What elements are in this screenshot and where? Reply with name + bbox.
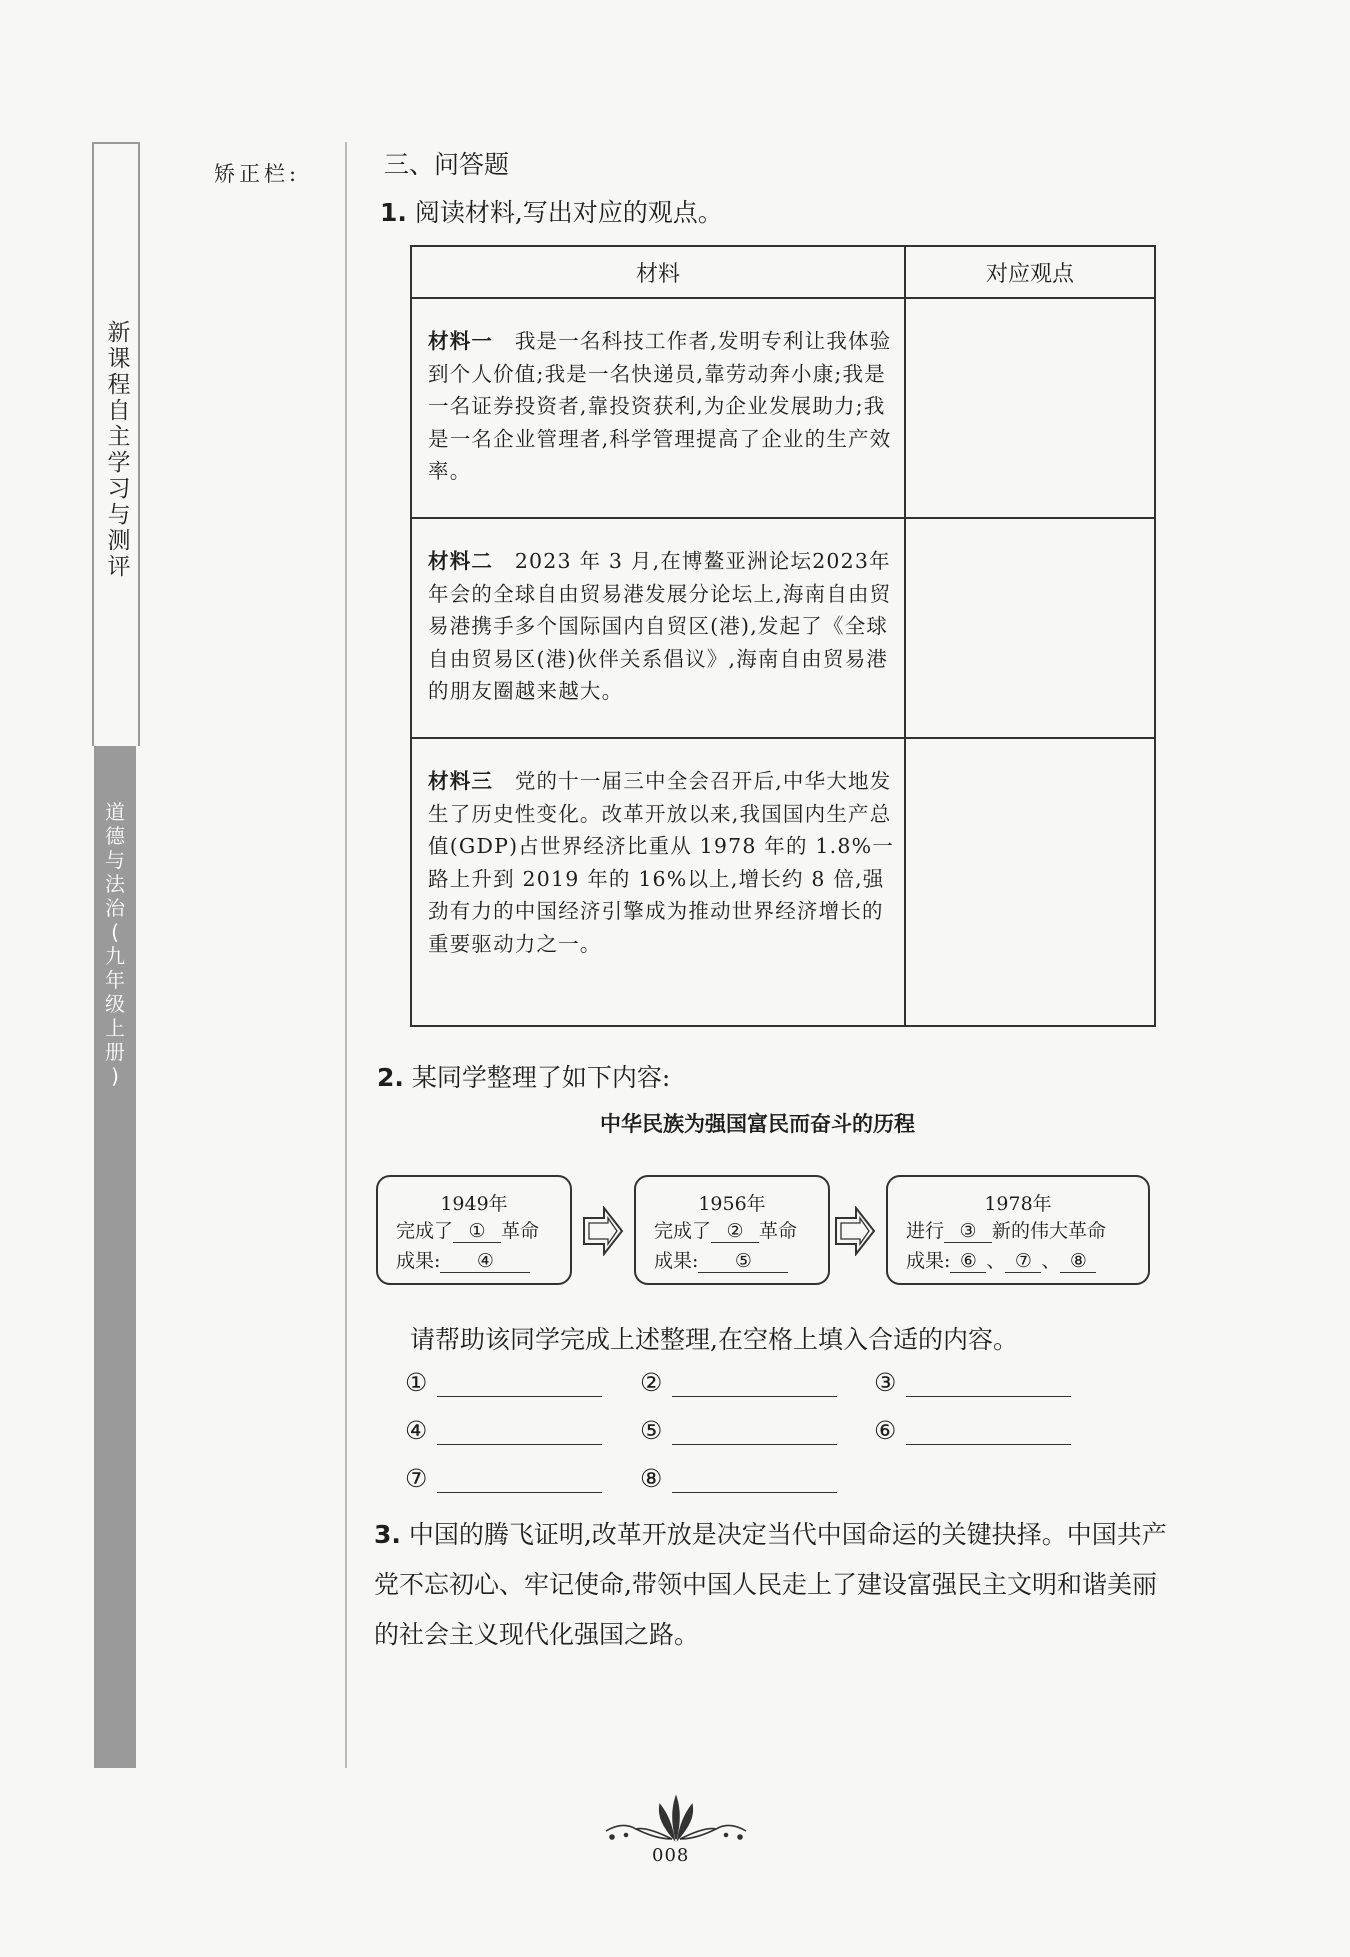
blank-1[interactable]: ① [453,1220,501,1243]
question-3 [374,1510,1174,1660]
viewpoint-3-answer-cell[interactable] [905,738,1155,1026]
answer-6: ⑥ [874,1416,1071,1445]
answer-5: ⑤ [640,1416,837,1445]
material-3-cell [411,738,905,1026]
answer-line-4[interactable] [437,1420,602,1445]
answer-2: ② [640,1368,837,1397]
material-1-text: 我是一名科技工作者,发明专利让我体验到个人价值;我是一名快递员,靠劳动奔小康;我是一名证券投资者,靠投资获利,为企业发展助力;我是一名企业管理者,科学管理提高了企业的生产效率。 [428,329,892,483]
answer-line-6[interactable] [906,1420,1071,1445]
material-2-tag: 材料二 [428,549,494,573]
material-2-cell [411,518,905,738]
floral-ornament-icon [596,1793,756,1845]
question-2-text: 某同学整理了如下内容: [411,1063,671,1092]
header-material: 材料 [411,246,905,298]
question-3-number: 3. [374,1520,401,1549]
stage-2-year: 1956年 [698,1193,766,1215]
answer-line-1[interactable] [437,1372,602,1397]
question-2-number: 2. [377,1063,404,1092]
page-number: 008 [652,1845,690,1866]
section-heading: 三、问答题 [384,150,510,179]
stage-2-line-2: 成果: ⑤ [636,1246,828,1276]
arrow-right-icon [834,1206,876,1256]
answer-4: ④ [405,1416,602,1445]
material-3-text: 党的十一届三中全会召开后,中华大地发生了历史性变化。改革开放以来,我国国内生产总值(GDP)占世界经济比重从 1978 年的 1.8%一路上升到 2019 年的 16%以上,增长约 8 倍,强劲有力的中国经济引擎成为推动世界经济增长的重要驱动力之一。 [428,769,895,956]
blank-6[interactable]: ⑥ [950,1250,986,1273]
material-3-tag: 材料三 [428,769,494,793]
answer-line-7[interactable] [437,1468,602,1493]
blank-5[interactable]: ⑤ [698,1250,788,1273]
stage-1-year: 1949年 [440,1193,508,1215]
answer-line-2[interactable] [672,1372,837,1397]
question-2-prompt: 请帮助该同学完成上述整理,在空格上填入合适的内容。 [410,1325,1018,1354]
question-1-text: 阅读材料,写出对应的观点。 [414,198,723,227]
diagram-title: 中华民族为强国富民而奋斗的历程 [600,1112,915,1136]
subject-title: 道 德 与 法 治 ( 九 年 级 上 册 ) [105,800,125,1088]
arrow-right-icon [582,1206,624,1256]
stage-3-line-2: 成果: ⑥ 、 ⑦ 、 ⑧ [888,1246,1148,1276]
answer-8: ⑧ [640,1464,837,1493]
stage-1956 [634,1175,830,1285]
blank-8[interactable]: ⑧ [1060,1250,1096,1273]
material-1-cell [411,298,905,518]
blank-7[interactable]: ⑦ [1005,1250,1041,1273]
correction-label: 矫正栏: [214,162,301,186]
answer-1: ① [405,1368,602,1397]
header-viewpoint: 对应观点 [905,246,1155,298]
question-1 [380,193,723,229]
stage-2-line-1: 完成了 ② 革命 [654,1220,798,1242]
answer-line-8[interactable] [672,1468,837,1493]
question-1-number: 1. [380,198,407,227]
stage-1949 [376,1175,572,1285]
blank-2[interactable]: ② [711,1220,759,1243]
blank-4[interactable]: ④ [440,1250,530,1273]
series-title: 新课程自主学习与测评 [107,320,131,580]
question-2 [377,1058,670,1094]
stage-3-line-1: 进行 ③ 新的伟大革命 [906,1220,1107,1242]
answer-line-5[interactable] [672,1420,837,1445]
stage-3-year: 1978年 [984,1193,1052,1215]
viewpoint-2-answer-cell[interactable] [905,518,1155,738]
correction-column-divider [345,142,347,1768]
materials-table [410,245,1156,1027]
answer-7: ⑦ [405,1464,602,1493]
stage-1-line-1: 完成了 ① 革命 [396,1220,540,1242]
viewpoint-1-answer-cell[interactable] [905,298,1155,518]
material-1-tag: 材料一 [428,329,494,353]
question-3-text: 中国的腾飞证明,改革开放是决定当代中国命运的关键抉择。中国共产党不忘初心、牢记使命,带领中国人民走上了建设富强民主文明和谐美丽的社会主义现代化强国之路。 [374,1520,1167,1649]
answer-3: ③ [874,1368,1071,1397]
answer-line-3[interactable] [906,1372,1071,1397]
stage-1978 [886,1175,1150,1285]
material-2-text: 2023 年 3 月,在博鳌亚洲论坛2023年年会的全球自由贸易港发展分论坛上,海南自由贸易港携手多个国际国内自贸区(港),发起了《全球自由贸易区(港)伙伴关系倡议》,海南自由贸易港的朋友圈越来越大。 [428,549,892,703]
blank-3[interactable]: ③ [944,1220,992,1243]
stage-1-line-2: 成果: ④ [378,1246,570,1276]
